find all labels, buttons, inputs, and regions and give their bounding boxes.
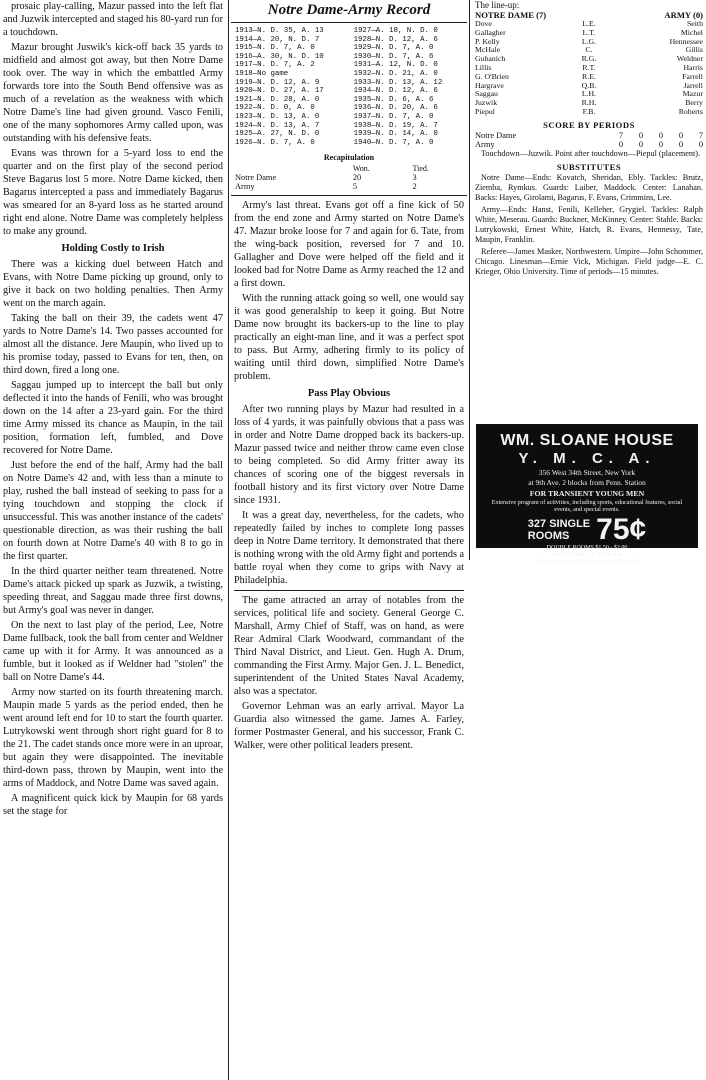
periods-q1: 0	[618, 139, 623, 149]
paragraph: Mazur brought Juswik's kick-off back 35 yards to midfield and almost got away, but then Notre Dame took over. The way in which the embattled Army forwards tore into the South Bend offensive was as much of a revelation as the weakness with which Notre Dame's line had given ground. Vasco Fenili, one of the many sophomores Army called upon, was outstanding with his defensive feats.	[3, 42, 223, 144]
record-line: 1930—N. D. 7, A. 6	[353, 52, 434, 61]
lineup-nd-player: Saggau	[475, 89, 498, 99]
lineup-row	[475, 108, 703, 117]
ad-fine-3: Membership included — Send for Booklet	[535, 559, 639, 565]
periods-q2: 0	[638, 139, 643, 149]
ad-rooms-line-2: ROOMS	[527, 530, 570, 542]
record-line: 1936—N. D. 20, A. 6	[353, 104, 438, 113]
record-line: 1915—N. D. 7, A. 0	[235, 44, 315, 53]
recap-team: Army	[235, 182, 255, 192]
record-line: 1937—N. D. 7, A. 0	[353, 112, 434, 121]
ymca-advertisement	[476, 424, 698, 565]
recap-team: Notre Dame	[235, 173, 277, 183]
paragraph: Saggau jumped up to intercept the ball but only deflected it into the hands of Fenili, who was brought down on the 14 after a 23-yard gain. For the third time Army missed its chance as Maupin, in the tail position, formation left, fumbled, and Dove recovered for Notre Dame.	[3, 380, 223, 456]
record-line: 1935—N. D. 6, A. 6	[353, 95, 434, 104]
substitutes-paragraph: Army—Ends: Hanst, Fenili, Kelleher, Grygiel. Tackles: Ralph White, Meserau. Guards: Buckner, McKinney. Center: Stahle. Backs: Lutrykowski, Ernest White, Hatch, R. Evans, Hennessy, Tate, Maupin, Franklin.	[475, 204, 703, 244]
paragraph: A magnificent quick kick by Maupin for 68 yards set the stage for	[3, 793, 223, 817]
column-rule-2	[469, 0, 470, 560]
recap-row	[231, 173, 467, 182]
paragraph: With the running attack going so well, one would say it was good generalship to keep it going. But Notre Dame now brought its backers-up to the line to play practically an eight-man line, and it was a perfect spot to pass. But Army, adhering firmly to its policy of waiting until third down, simplified Notre Dame's problem.	[234, 293, 464, 383]
column-rule-1	[228, 0, 229, 1080]
lineup-position: Q.B.	[581, 80, 597, 90]
lineup-nd-player: Piepul	[475, 106, 495, 116]
recap-tied-header: Tied.	[412, 164, 429, 174]
record-line: 1934—N. D. 12, A. 6	[353, 87, 438, 96]
score-by-periods-table	[472, 131, 706, 149]
recap-tied: 3	[412, 173, 417, 183]
scoring-text: Touchdown—Juzwik. Point after touchdown—Piepul (placement).	[481, 148, 701, 158]
ad-price-row	[478, 515, 696, 545]
record-line: 1916—A. 30, N. D. 10	[235, 52, 324, 61]
lineup-position: F.B.	[582, 106, 596, 116]
periods-q4: 0	[678, 139, 683, 149]
lineup-nd-player: Gallagher	[475, 27, 506, 37]
substitutes-title: SUBSTITUTES	[556, 161, 622, 172]
recap-team-header	[231, 164, 349, 173]
recap-won: 20	[352, 173, 362, 183]
lineup-nd-player: Gubanich	[475, 54, 506, 64]
lineup-nd-player: Juzwik	[475, 98, 498, 108]
lineup-army-player: Gillis	[685, 45, 703, 55]
record-line: 1932—N. D. 21, A. 0	[353, 69, 438, 78]
paragraph: There was a kicking duel between Hatch and Evans, with Notre Dame picking up ground, only to give it back on two holding penalties. Then Army went on the march again.	[3, 259, 223, 309]
periods-q4: 0	[678, 130, 683, 140]
periods-team: Notre Dame	[475, 130, 517, 140]
lineup-position: L.E.	[582, 19, 596, 28]
record-line: 1917—N. D. 7, A. 2	[235, 61, 315, 70]
paragraph: It was a great day, nevertheless, for the cadets, who repeatedly failed by inches to complete long passes deep in Notre Dame territory. It demonstrated that there is nothing wrong with the old Army fight and portends a battle royal when they come to grips with Navy at Philadelphia.	[234, 510, 464, 587]
lineup-position: L.H.	[581, 89, 597, 99]
team-right: ARMY (0)	[664, 10, 703, 20]
record-line: 1927—A. 18, N. D. 0	[353, 27, 438, 35]
paragraph: After two running plays by Mazur had resulted in a loss of 4 yards, it was painfully obvious that a pass was in order and Notre Dame dropped back its backers-up. Mazur passed twice and neither throw came even close to being completed. So did Army fritter away its chances of scoring one of the biggest reversals in football history and its first victory over Notre Dame since 1931.	[234, 404, 464, 507]
story-continuation-two	[234, 199, 464, 752]
officials-text: Referee—James Masker, Northwestern. Umpire—John Schommer, Chicago. Linesman—Ernie Vick, Michigan. Field judge—E. C. Krieger, Ohio University. Time of periods—15 minutes.	[475, 246, 703, 276]
record-line: 1921—N. D. 28, A. 0	[235, 95, 320, 104]
lineup-title: The line-up:	[475, 0, 520, 10]
column-two	[231, 0, 467, 970]
lineup-army-player: Mazur	[682, 89, 703, 99]
record-line: 1929—N. D. 7, A. 0	[353, 44, 434, 53]
lineup-position: R.E.	[582, 71, 596, 81]
lineup-army-player: Seith	[686, 19, 703, 28]
paragraph: In the third quarter neither team threatened. Notre Dame's attack picked up spark as Juzwik, a twisting, speeding threat, and Saggau made three first downs, but Army's goal was never in danger.	[3, 566, 223, 616]
ad-fine-1: DOUBLE ROOMS $1.50 - $2.00	[546, 545, 628, 551]
periods-q3: 0	[658, 139, 663, 149]
recap-header-row	[231, 164, 467, 173]
lineup-nd-player: P. Kelly	[475, 36, 500, 46]
lineup-army-player: Hennessee	[669, 36, 703, 46]
lineup-position: R.H.	[581, 98, 597, 108]
record-line: 1913—N. D. 35, A. 13	[235, 27, 324, 35]
ad-address: 356 West 34th Street, New York	[538, 468, 636, 477]
periods-total: 7	[698, 130, 703, 140]
paragraph: On the next to last play of the period, Lee, Notre Dame fullback, took the ball from center and Weldner came up with it for Army. It was announced as a fumble, but it looked as if Weldner had "stolen" the ball on Notre Dame's 44.	[3, 620, 223, 683]
record-right-column	[354, 27, 463, 147]
recap-won-header: Won.	[352, 164, 370, 174]
lineup-position: C.	[585, 45, 593, 55]
paragraph: Army's last threat. Evans got off a fine kick of 50 from the end zone and Army started on Notre Dame's 47. Mazur broke loose for 7 and again for 6. Tate, from the wing-back position, reversed for 7 and 10. Gallagher and Dove were helped off the field and it looked bad for Notre Dame as Army reached the 12 and a first down.	[234, 200, 464, 290]
ad-address-2: at 9th Ave. 2 blocks from Penn. Station	[528, 478, 646, 487]
periods-title: SCORE BY PERIODS	[543, 119, 635, 130]
scoring-summary	[475, 149, 703, 159]
subhead-pass-play: Pass Play Obvious	[307, 388, 391, 400]
recap-title: Recapitulation	[323, 153, 375, 163]
periods-q3: 0	[658, 130, 663, 140]
record-line: 1926—N. D. 7, A. 0	[235, 138, 315, 147]
lineup-army-player: Michel	[680, 27, 703, 37]
periods-row	[472, 131, 706, 140]
ad-rooms	[528, 518, 590, 542]
story-continuation	[3, 0, 223, 818]
record-line: 1940—N. D. 7, A. 0	[353, 138, 434, 147]
ad-tagline: FOR TRANSIENT YOUNG MEN	[529, 489, 645, 498]
record-line: 1925—A. 27, N. D. 0	[235, 130, 320, 139]
paragraph: Evans was thrown for a 5-yard loss to end the quarter and on the first play of the second period Steve Bagarus lost 5 more. Notre Dame kicked, then Bagarus intercepted a pass and immediately Bagarus was smeared for an 8-yard loss as he started around right end alone. Notre Dame was completely helpless to make any ground.	[3, 148, 223, 237]
recap-table	[231, 164, 467, 191]
divider	[234, 590, 464, 591]
ad-rooms-line-1: 327 SINGLE	[527, 518, 591, 530]
subhead-holding: Holding Costly to Irish	[61, 243, 165, 254]
lineup-position: L.G.	[581, 36, 597, 46]
record-line: 1920—N. D. 27, A. 17	[235, 87, 324, 96]
ad-subtitle: Y. M. C. A.	[518, 450, 656, 467]
record-line: 1939—N. D. 14, A. 0	[353, 130, 438, 139]
paragraph: Taking the ball on their 39, the cadets went 47 yards to Notre Dame's 14. Two passes accounted for almost all the distance. Jere Maupin, who lived up to his promise today, passed to Evans for ten, then, on third down, fired a long one.	[3, 313, 223, 376]
lineup-army-player: Weldner	[676, 54, 703, 64]
record-list	[231, 27, 467, 147]
record-left-column	[235, 27, 344, 147]
ad-price: 75¢	[596, 513, 647, 546]
substitutes-paragraph: Notre Dame—Ends: Kovatch, Sheridan, Ebly. Tackles: Brutz, Ziemba, Rymkus. Guards: Laiber, Maddock. Center: Lanahan. Backs: Hayes, Girolami, Bagarus, F. Evans, Crimmins, Lee.	[475, 172, 703, 202]
lineup-army-player: Berry	[685, 98, 703, 108]
paragraph: The game attracted an array of notables from the services, political life and society. General George C. Marshall, Army Chief of Staff, was on hand, as were Rear Admiral Clark Woodward, commandant of the Third Naval District, and Lieut. Gen. Hugh A. Drum, commanding the First Army. Major Gen. J. L. Benedict, superintendent of the United States Naval Academy, also was a spectator.	[234, 595, 464, 698]
lineup-nd-player: Lillis	[475, 62, 492, 72]
paragraph: Army now started on its fourth threatening march. Maupin made 5 yards as the period ended, then he went around left end for 10 to start the fourth quarter. Lutrykowski went through short right guard for 8 to the 21. The cadet stands once more were in an uproar, but again they were disappointed. The inevitable third-down pass, thrown by Maupin, went into the arms of Maddock, and Notre Dame was saved again.	[3, 687, 223, 789]
periods-q2: 0	[638, 130, 643, 140]
lineup-position: R.G.	[581, 54, 597, 64]
periods-team: Army	[475, 139, 495, 149]
record-line: 1938—N. D. 19, A. 7	[353, 121, 438, 130]
lineup-army-player: Roberts	[678, 106, 703, 116]
record-line: 1919—N. D. 12, A. 9	[235, 78, 320, 87]
paragraph: Just before the end of the half, Army had the ball on Notre Dame's 42 and, with less than a minute to play, rushed the ball instead of seeking to pass for a tying touchdown and stopping the clock if unsuccessful. This was another instance of the cadets' questionable direction, as was their rushing the ball on fourth down at Notre Dame's 40 with 8 to go in the first quarter.	[3, 460, 223, 562]
periods-total: 0	[698, 139, 703, 149]
record-line: 1931—A. 12, N. D. 0	[353, 61, 438, 70]
lineup-nd-player: McHale	[475, 45, 501, 55]
paragraph: prosaic play-calling, Mazur passed into the left flat and Juzwik intercepted and staged his 80-yard run for a touchdown.	[3, 1, 223, 38]
recap-row	[231, 182, 467, 191]
paragraph: Governor Lehman was an early arrival. Mayor La Guardia also witnessed the game. James A. Farley, former Postmaster General, and his successor, Frank C. Walker, were other political leaders present.	[234, 701, 464, 752]
record-headline: Notre Dame-Army Record	[231, 2, 467, 23]
ad-blurb: Extensive program of activities, including sports, educational features, social events, and special events.	[491, 499, 683, 513]
team-left: NOTRE DAME (7)	[475, 10, 547, 20]
record-line: 1923—N. D. 13, A. 0	[235, 112, 320, 121]
record-line: 1922—N. D. 0, A. 0	[235, 104, 315, 113]
lineup-army-player: Farrell	[682, 71, 703, 81]
record-line: 1928—N. D. 12, A. 6	[353, 35, 438, 44]
lineup-nd-player: G. O'Brien	[475, 71, 509, 81]
record-line: 1933—N. D. 13, A. 12	[353, 78, 443, 87]
ad-name: WM. SLOANE HOUSE	[500, 432, 674, 449]
lineup-army-player: Jarrell	[683, 80, 703, 90]
recap-won: 5	[352, 182, 358, 192]
ad-fine-2: also $5 Singles @ $6 per day	[551, 552, 623, 558]
substitutes	[475, 173, 703, 277]
record-line: 1918—No game	[235, 69, 289, 78]
recap-tied: 2	[412, 182, 417, 192]
lineup-position: R.T.	[582, 62, 596, 72]
lineup-position: L.T.	[582, 27, 596, 37]
column-one	[0, 0, 226, 1080]
divider	[231, 195, 467, 196]
lineup-army-player: Harris	[683, 62, 703, 72]
record-line: 1924—N. D. 13, A. 7	[235, 121, 320, 130]
lineup-nd-player: Dove	[475, 19, 492, 28]
periods-row	[472, 140, 706, 149]
lineup-nd-player: Hargrave	[475, 80, 504, 90]
record-line: 1914—A. 20, N. D. 7	[235, 35, 320, 44]
periods-q1: 7	[618, 130, 623, 140]
